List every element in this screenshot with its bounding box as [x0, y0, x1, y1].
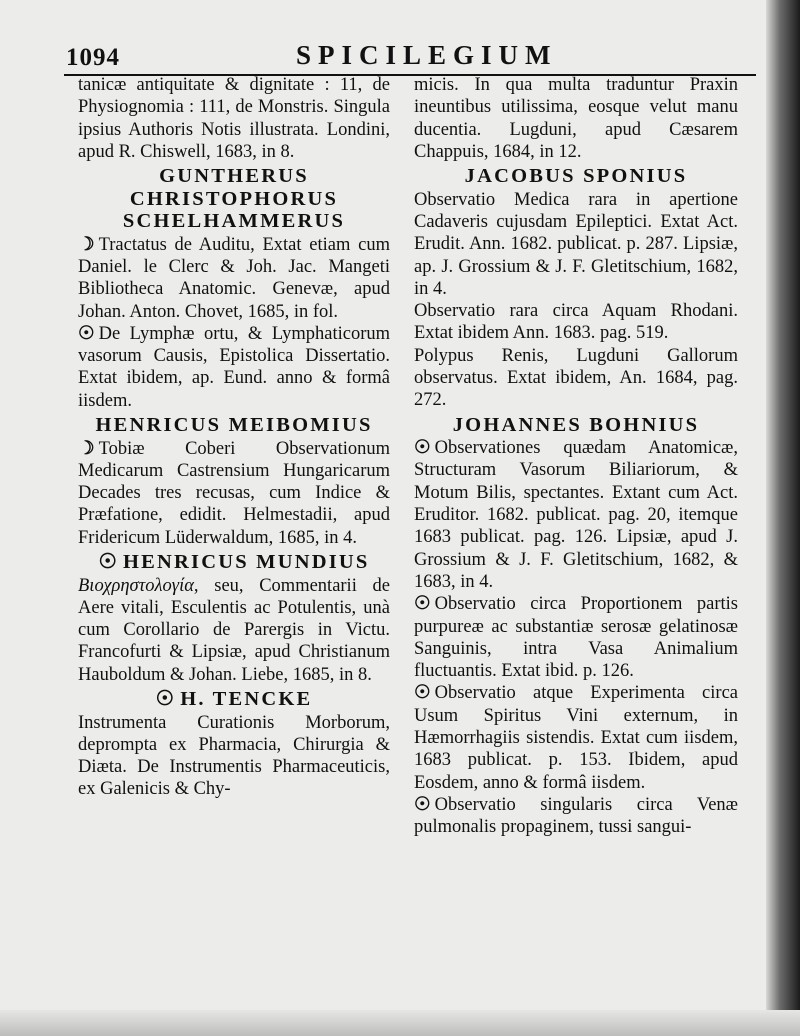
entry-body: Observatio atque Experimenta circa Usum Spiritus Vini externum, in Hæmorrhagiis sistendis. Extat cum iisdem, 1683 publicat. p. 153. Ibidem, apud Eosdem, anno & formâ iisdem.	[414, 683, 738, 793]
entry-text	[78, 234, 390, 323]
author-heading: JACOBUS SPONIUS	[464, 165, 688, 188]
sun-symbol-icon: ☉	[414, 794, 431, 815]
author-name: HENRICUS MUNDIUS	[123, 551, 370, 574]
page-header	[66, 34, 756, 74]
author-heading: GUNTHERUS CHRISTOPHORUS SCHELHAMMERUS	[122, 165, 346, 233]
quarto-symbol-icon: ☽	[78, 438, 95, 459]
entry-text	[78, 575, 390, 686]
author-heading	[78, 688, 390, 711]
page-bottom-edge	[0, 1010, 800, 1036]
sun-symbol-icon: ☉	[414, 683, 431, 704]
entry-body: Observationes quædam Anatomicæ, Structuram Vasorum Biliariorum, & Motum Bilis, spectantes. Extant cum Act. Eruditor. 1682. publicat. pag. 20, itemque 1683 publicat. pag. 126. Lipsiæ, apud J. Grossium & J. F. Gletitschium, 1682, & 1683, in 4.	[414, 438, 738, 592]
greek-title: Βιοχρηστολογία	[78, 575, 194, 596]
sun-symbol-icon: ☉	[98, 551, 120, 574]
entry-body: Tobiæ Coberi Observationum Medicarum Castrensium Hungaricarum Decades tres recusas, cum Indice & Præfatione, edidit. Helmestadii, apud Fridericum Lüderwaldum, 1685, in 4.	[78, 438, 390, 548]
entry-text: micis. In qua multa traduntur Praxin ineuntibus utilissima, eosque velut manu ducentia. Lugduni, apud Cæsarem Chappuis, 1684, in 12.	[414, 75, 738, 162]
sun-symbol-icon: ☉	[155, 688, 177, 711]
entry-text	[78, 438, 390, 549]
author-name: H. TENCKE	[180, 688, 313, 711]
entry-body: , seu, Commentarii de Aere vitali, Esculentis ac Potulentis, unà cum Corollario de Parergis in Victu. Francofurti & Lipsiæ, apud Christianum Hauboldum & Johan. Liebe, 1685, in 8.	[78, 575, 390, 685]
running-title: SPICILEGIUM	[296, 40, 558, 70]
quarto-symbol-icon: ☽	[78, 234, 95, 255]
sun-symbol-icon: ☉	[414, 594, 431, 615]
sun-symbol-icon: ☉	[78, 323, 95, 344]
page-number: 1094	[66, 44, 120, 71]
author-heading: JOHANNES BOHNIUS	[452, 413, 700, 436]
entry-text: tanicæ antiquitate & dignitate : 11, de Physiognomia : 111, de Monstris. Singula ipsius Authoris Notis illustrata. Londini, apud R. Chiswell, 1683, in 8.	[78, 75, 390, 162]
page-edge-shadow	[766, 0, 800, 1036]
entry-text: Instrumenta Curationis Morborum, deprompta ex Pharmacia, Chirurgia & Diæta. De Instrumentis Pharmaceuticis, ex Galenicis & Chy-	[78, 712, 390, 800]
right-column	[414, 74, 738, 839]
entry-body: De Lymphæ ortu, & Lymphaticorum vasorum Causis, Epistolica Dissertatio. Extat ibidem, ap. Eund. anno & formâ iisdem.	[78, 323, 390, 411]
entry-body: Observatio singularis circa Venæ pulmonalis propaginem, tussi sangui-	[414, 794, 738, 838]
entry-text	[78, 323, 390, 412]
entry-text: Observatio Medica rara in apertione Cadaveris cujusdam Epileptici. Extat Act. Erudit. Ann. 1682. publicat. p. 287. Lipsiæ, ap. J. Grossium & J. F. Gletitschium, 1682, in 4.	[414, 189, 738, 299]
entry-text: Polypus Renis, Lugduni Gallorum observatus. Extat ibidem, An. 1684, pag. 272.	[414, 345, 738, 411]
sun-symbol-icon: ☉	[414, 438, 431, 459]
entry-body: Observatio circa Proportionem partis purpureæ ac substantiæ serosæ gelatinosæ Sanguinis, intra Vasa Animalium fluctuantis. Extat ibid. p. 126.	[414, 594, 738, 682]
entry-text: Observatio rara circa Aquam Rhodani. Extat ibidem Ann. 1683. pag. 519.	[414, 301, 738, 344]
entry-text	[414, 437, 738, 593]
entry-body: Tractatus de Auditu, Extat etiam cum Daniel. le Clerc & Joh. Jac. Mangeti Bibliotheca Anatomic. Genevæ, apud Johan. Anton. Chovet, 1685, in fol.	[78, 234, 390, 322]
entry-text	[414, 593, 738, 682]
author-heading	[78, 551, 390, 574]
entry-text	[414, 682, 738, 793]
left-column	[78, 74, 390, 801]
entry-text	[414, 794, 738, 839]
author-heading: HENRICUS MEIBOMIUS	[95, 414, 373, 437]
